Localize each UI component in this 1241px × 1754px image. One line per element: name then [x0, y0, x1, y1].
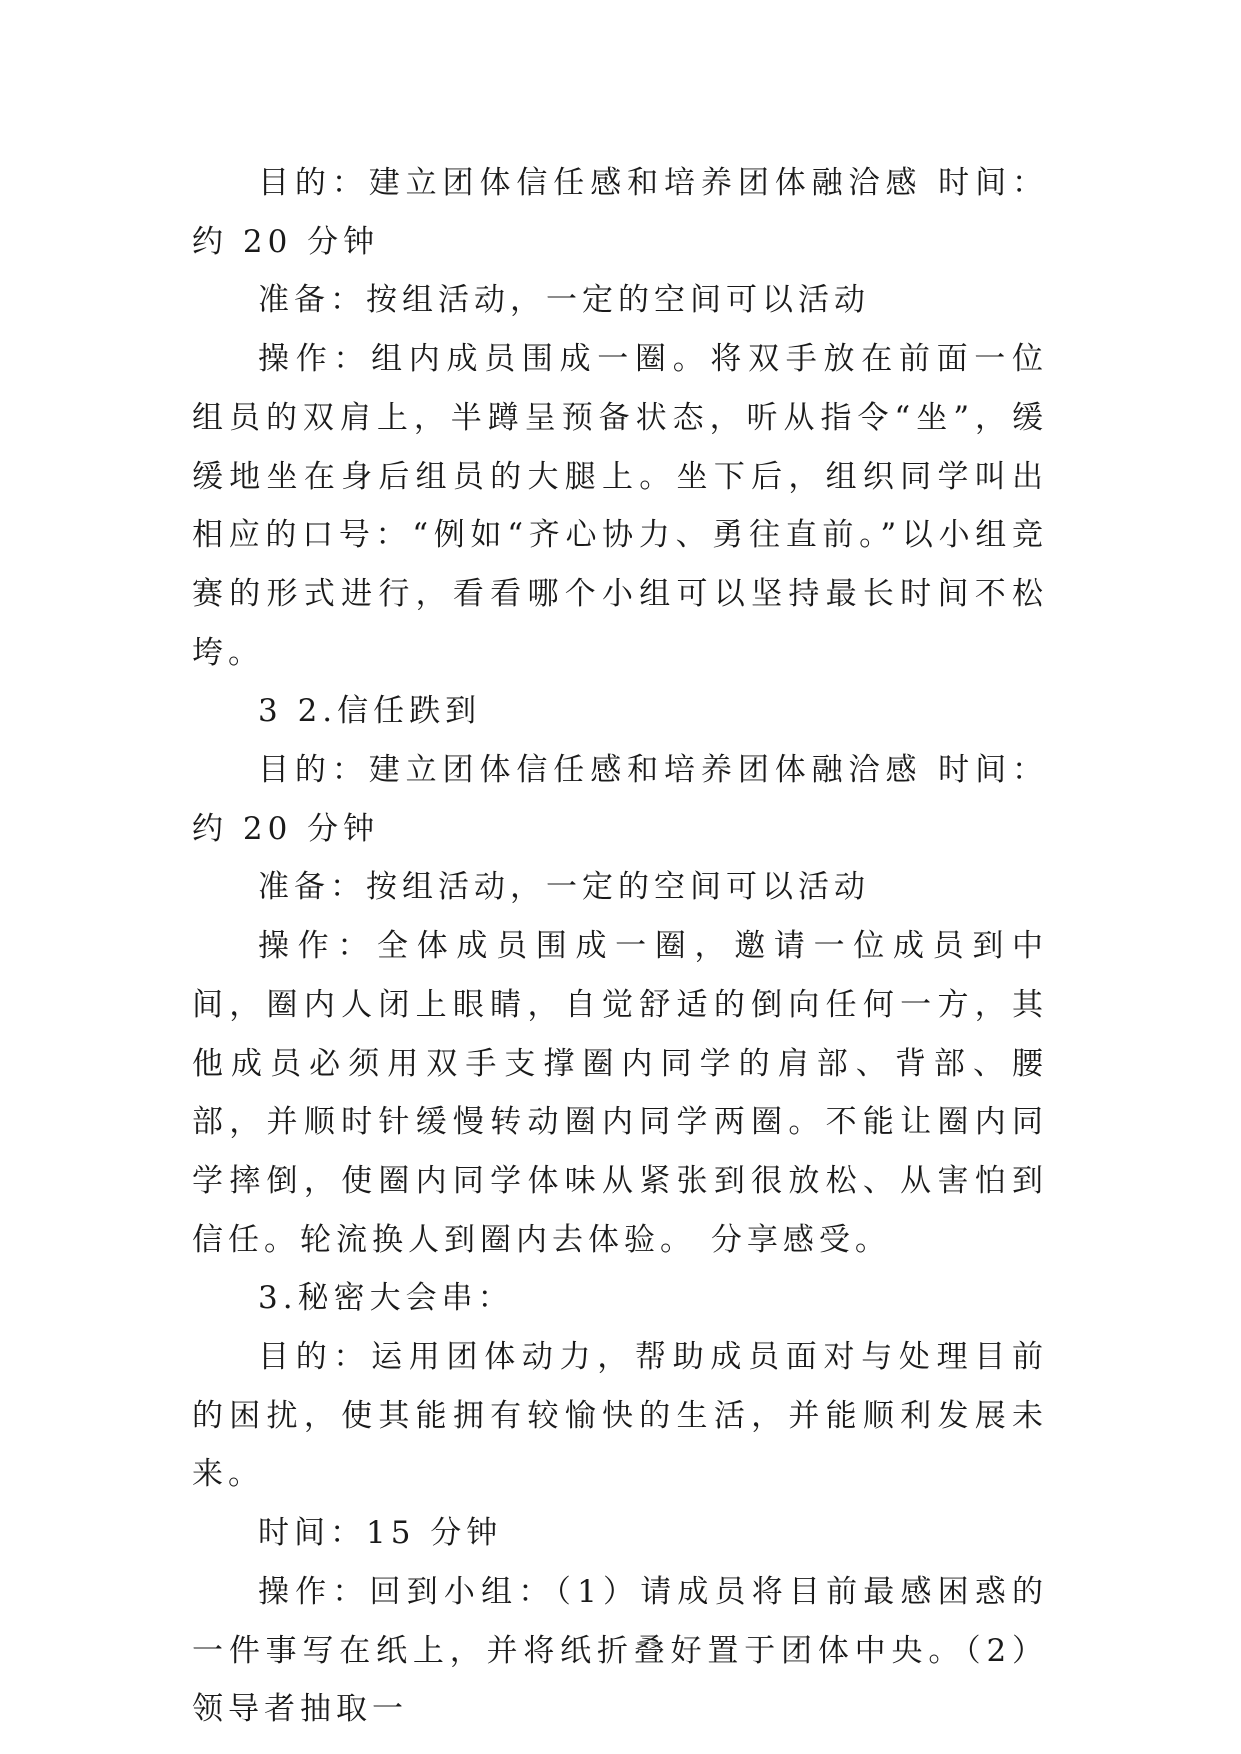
paragraph-time-3: 时间：15 分钟: [258, 1515, 503, 1552]
paragraph-preparation-1: 准备：按组活动，一定的空间可以活动: [258, 282, 870, 319]
paragraph-purpose-3: 目的：运用团体动力，帮助成员面对与处理目前的困扰，使其能拥有较愉快的生活，并能顺利发展未来。: [192, 1339, 1048, 1493]
paragraph-operation-2: 操作：全体成员围成一圈，邀请一位成员到中间，圈内人闭上眼睛，自觉舒适的倒向任何一方，其他成员必须用双手支撑圈内同学的肩部、背部、腰部，并顺时针缓慢转动圈内同学两圈。不能让圈内同学摔倒，使圈内同学体味从紧张到很放松、从害怕到信任。轮流换人到圈内去体验。 分享感受。: [192, 928, 1048, 1258]
paragraph-purpose-1: 目的：建立团体信任感和培养团体融洽感 时间：约 20 分钟: [192, 165, 1048, 260]
section-heading-secret-meeting: 3.秘密大会串：: [258, 1280, 514, 1317]
section-heading-trust-fall: 3 2.信任跌到: [258, 693, 482, 730]
paragraph-preparation-2: 准备：按组活动，一定的空间可以活动: [258, 869, 870, 906]
document-page: [192, 154, 1048, 1739]
paragraph-operation-1: 操作：组内成员围成一圈。将双手放在前面一位组员的双肩上，半蹲呈预备状态，听从指令“坐”，缓缓地坐在身后组员的大腿上。坐下后，组织同学叫出相应的口号：“例如“齐心协力、勇往直前。”以小组竞赛的形式进行，看看哪个小组可以坚持最长时间不松垮。: [192, 341, 1048, 671]
paragraph-operation-3: 操作：回到小组：（1）请成员将目前最感困惑的一件事写在纸上，并将纸折叠好置于团体中央。（2）领导者抽取一: [192, 1573, 1048, 1728]
paragraph-purpose-2: 目的：建立团体信任感和培养团体融洽感 时间：约 20 分钟: [192, 752, 1048, 847]
